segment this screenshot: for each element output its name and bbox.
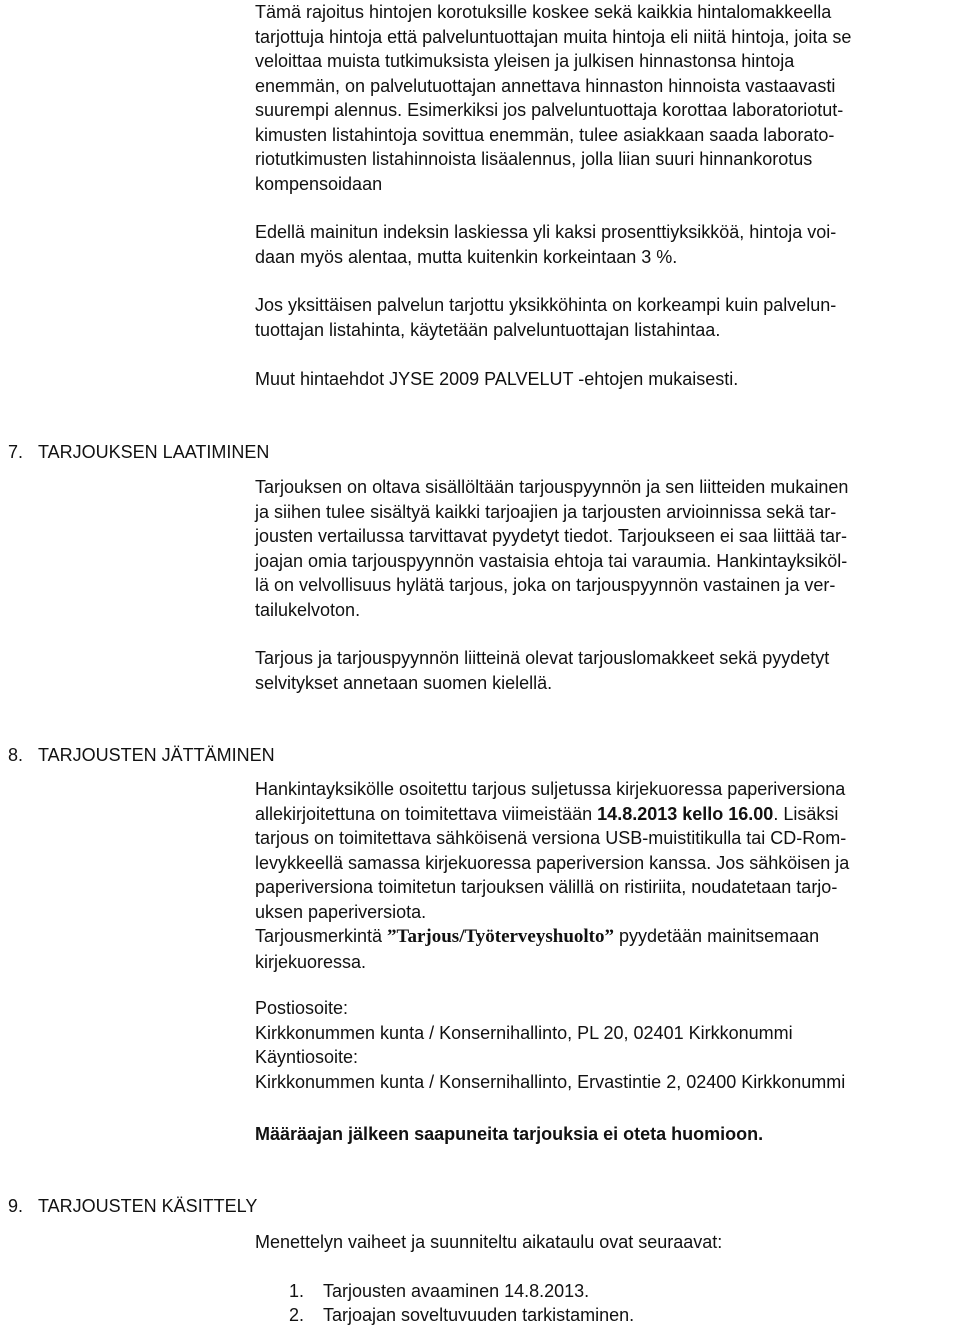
late-notice: Määräajan jälkeen saapuneita tarjouksia ei oteta huomioon. bbox=[255, 1124, 764, 1144]
section-8-number: 8. bbox=[8, 745, 24, 765]
list-item: 2. Tarjoajan soveltuvuuden tarkistaminen. bbox=[289, 1305, 635, 1325]
visit-label: Käyntiosoite: bbox=[255, 1047, 359, 1067]
section-7-paragraph-2: Tarjous ja tarjouspyynnön liitteinä olevat tarjouslomakkeet sekä pyydetyt selvitykset annetaan suomen kielellä. bbox=[255, 648, 830, 693]
section-7-heading bbox=[8, 440, 269, 465]
section-8-paragraph-1: Hankintayksikölle osoitettu tarjous suljetussa kirjekuoressa paperiversiona allekirjoitettuna on toimitettava viimeistään 14.8.2013 kello 16.00. Lisäksi tarjous on toimitettava sähköisenä versiona USB-muistitikulla tai CD-Rom- levykkeellä samassa kirjekuoressa paperiversion kanssa. Jos sähköisen ja paperiversiona toimitetun tarjouksen välillä on ristiriita, noudatetaan tarjo- uksen paperiversiota. Tarjousmerkintä ”Tarjous/Työterveyshuolto” pyydetään mainitsemaan kirjekuoressa. bbox=[255, 779, 850, 972]
section-8-title: TARJOUSTEN JÄTTÄMINEN bbox=[38, 745, 275, 765]
section-9-title: TARJOUSTEN KÄSITTELY bbox=[38, 1196, 258, 1216]
section-9-heading bbox=[8, 1194, 257, 1219]
section-9-intro: Menettelyn vaiheet ja suunniteltu aikataulu ovat seuraavat: bbox=[255, 1232, 723, 1252]
postal-address: Kirkkonummen kunta / Konsernihallinto, PL 20, 02401 Kirkkonummi bbox=[255, 1022, 793, 1043]
steps-list bbox=[255, 1279, 634, 1327]
intro-paragraph-4: Muut hintaehdot JYSE 2009 PALVELUT -ehtojen mukaisesti. bbox=[255, 369, 739, 389]
intro-paragraph-3: Jos yksittäisen palvelun tarjottu yksikköhinta on korkeampi kuin palvelun- tuottajan listahinta, käytetään palveluntuottajan listahintaa. bbox=[255, 295, 837, 340]
section-7-paragraph-1: Tarjouksen on oltava sisällöltään tarjouspyynnön ja sen liitteiden mukainen ja siihen tulee sisältyä kaikki tarjoajien ja tarjousten arvioinnissa sekä tar- jousten vertailussa tarvittavat pyydetyt tiedot. Tarjoukseen ei saa liittää tar- joajan omia tarjouspyynnön vastaisia ehtoja tai varaumia. Hankintayksiköl- lä on velvollisuus hylätä tarjous, joka on tarjouspyynnön vastainen ja ver- tailukelvoton. bbox=[255, 477, 849, 620]
section-7-title: TARJOUKSEN LAATIMINEN bbox=[38, 442, 270, 462]
addresses bbox=[255, 996, 955, 1094]
postal-label: Postiosoite: bbox=[255, 998, 349, 1018]
intro-paragraph-1: Tämä rajoitus hintojen korotuksille koskee sekä kaikkia hintalomakkeella tarjottuja hintoja että palveluntuottajan muita hintoja eli niitä hintoja, joita se veloittaa muista tutkimuksista yleisen ja julkisen hinnastonsa hintoja enemmän, on palvelutuottajan annettava hinnaston hinnoista vastaavasti suurempi alennus. Esimerkiksi jos palveluntuottaja korottaa laboratoriotut- kimusten listahintoja sovittua enemmän, tulee asiakkaan saada laborato- riotutkimusten listahinnoista lisäalennus, jolla liian suuri hinnankorotus kompensoidaan bbox=[255, 2, 852, 194]
section-7-number: 7. bbox=[8, 442, 24, 462]
list-item: 1. Tarjousten avaaminen 14.8.2013. bbox=[289, 1281, 590, 1301]
section-9-number: 9. bbox=[8, 1196, 24, 1216]
visit-address: Kirkkonummen kunta / Konsernihallinto, Ervastintie 2, 02400 Kirkkonummi bbox=[255, 1071, 846, 1092]
deadline: 14.8.2013 kello 16.00 bbox=[597, 803, 774, 824]
offer-marking: ”Tarjous/Työterveyshuolto” bbox=[387, 926, 614, 947]
section-8-heading bbox=[8, 743, 275, 768]
intro-paragraph-2: Edellä mainitun indeksin laskiessa yli kaksi prosenttiyksikköä, hintoja voi- daan myös alentaa, mutta kuitenkin korkeintaan 3 %. bbox=[255, 222, 837, 267]
